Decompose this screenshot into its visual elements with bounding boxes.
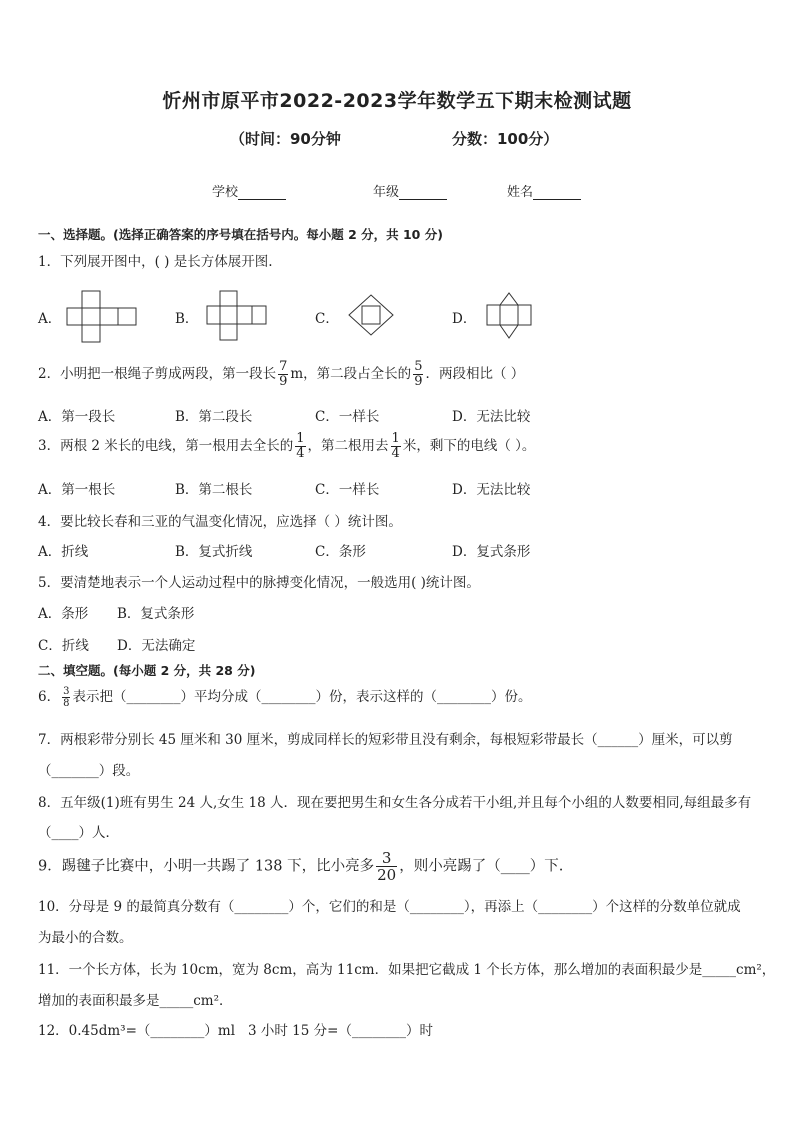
- q9-text-b: ，则小亮踢了（____）下.: [399, 858, 564, 875]
- page-title: 忻州市原平市2022-2023学年数学五下期末检测试题: [162, 90, 632, 112]
- q1-option-d-label: D．: [452, 311, 477, 327]
- question-8-line2: （____）人．: [38, 825, 119, 841]
- q3-text-b: ，第二根用去: [307, 438, 389, 454]
- q2-option-d: D．无法比较: [452, 409, 531, 425]
- section2-title: 二、填空题。(每小题 2 分，共 28 分): [38, 663, 256, 678]
- net-a-diagram: [66, 290, 138, 344]
- q3-frac2-num: 1: [391, 431, 400, 446]
- question-12-part1: 12．0.45dm³=（________）ml: [38, 1023, 236, 1039]
- net-c-diagram: [348, 294, 394, 336]
- q5-option-b: B．复式条形: [117, 606, 195, 622]
- net-d-diagram: [486, 291, 532, 341]
- section1-title: 一、选择题。(选择正确答案的序号填在括号内。每小题 2 分，共 10 分): [38, 227, 443, 242]
- grade-blank[interactable]: [399, 187, 447, 200]
- exam-score: 分数：100分）: [452, 130, 559, 148]
- q4-option-d: D．复式条形: [452, 544, 531, 560]
- q9-fraction: [376, 850, 397, 883]
- q3-option-c: C．一样长: [315, 482, 380, 498]
- q1-option-c-label: C．: [315, 311, 339, 327]
- q3-frac2-den: 4: [391, 446, 400, 461]
- q5-option-c: C．折线: [38, 638, 89, 654]
- question-1-stem: 1．下列展开图中，( ) 是长方体展开图.: [38, 254, 273, 270]
- grade-field: [373, 181, 447, 200]
- question-9: [38, 850, 563, 883]
- q2-option-c: C．一样长: [315, 409, 380, 425]
- question-2-stem: [38, 360, 524, 389]
- grade-label: 年级: [373, 185, 400, 200]
- q2-fraction-1: [278, 360, 288, 389]
- q5-option-d: D．无法确定: [117, 638, 196, 654]
- name-blank[interactable]: [533, 187, 581, 200]
- q6-frac-num: 3: [63, 686, 70, 697]
- question-5-stem: 5．要清楚地表示一个人运动过程中的脉搏变化情况，一般选用( )统计图。: [38, 575, 480, 591]
- q3-fraction-1: [295, 432, 305, 461]
- question-3-stem: [38, 432, 535, 461]
- q4-option-c: C．条形: [315, 544, 366, 560]
- q2-frac1-den: 9: [279, 374, 288, 389]
- question-10-line1: 10．分母是 9 的最简真分数有（________）个，它们的和是（________），再添上（________）个这样的分数单位就成: [38, 899, 741, 915]
- q3-text-c: 米，剩下的电线（ ）。: [402, 438, 536, 454]
- school-blank[interactable]: [238, 187, 286, 200]
- school-field: [212, 181, 286, 200]
- q6-text: 表示把（________）平均分成（________）份，表示这样的（________）份。: [72, 689, 532, 705]
- q3-frac1-num: 1: [296, 431, 305, 446]
- q9-frac-num: 3: [381, 849, 392, 867]
- q2-text-b: m，第二段占全长的: [290, 366, 412, 382]
- q6-fraction: [62, 686, 70, 709]
- q3-option-a: A．第一根长: [38, 482, 116, 498]
- q3-fraction-2: [391, 432, 401, 461]
- q2-frac1-num: 7: [279, 359, 288, 374]
- q2-text-a: 2．小明把一根绳子剪成两段，第一段长: [38, 366, 277, 382]
- q6-number: 6．: [38, 689, 61, 705]
- question-10-line2: 为最小的合数。: [38, 930, 133, 946]
- q1-option-a-label: A．: [38, 311, 62, 327]
- q2-frac2-den: 9: [414, 374, 423, 389]
- net-b-diagram: [206, 290, 268, 342]
- question-4-stem: 4．要比较长春和三亚的气温变化情况，应选择（ ）统计图。: [38, 514, 402, 530]
- q3-option-d: D．无法比较: [452, 482, 531, 498]
- question-6: [38, 685, 531, 709]
- question-12-part2: 3 小时 15 分=（________）时: [248, 1023, 433, 1039]
- q4-option-a: A．折线: [38, 544, 89, 560]
- q2-option-b: B．第二段长: [175, 409, 253, 425]
- q2-fraction-2: [413, 360, 423, 389]
- question-7-line2: （_______）段。: [38, 763, 140, 779]
- q9-frac-den: 20: [377, 866, 397, 884]
- q1-option-b-label: B．: [175, 311, 199, 327]
- question-8-line1: 8．五年级(1)班有男生 24 人,女生 18 人．现在要把男生和女生各分成若干小组,并且每个小组的人数要相同,每组最多有: [38, 795, 752, 811]
- q2-frac2-num: 5: [414, 359, 423, 374]
- name-label: 姓名: [507, 185, 534, 200]
- name-field: [507, 181, 581, 200]
- q3-text-a: 3．两根 2 米长的电线，第一根用去全长的: [38, 438, 294, 454]
- question-7-line1: 7．两根彩带分别长 45 厘米和 30 厘米，剪成同样长的短彩带且没有剩余，每根短彩带最长（______）厘米，可以剪: [38, 732, 733, 748]
- question-11-line2: 增加的表面积最多是_____cm²．: [38, 993, 233, 1009]
- q5-option-a: A．条形: [38, 606, 89, 622]
- q9-text-a: 9．踢毽子比赛中，小明一共踢了 138 下，比小亮多: [38, 858, 375, 875]
- question-11-line1: 11．一个长方体，长为 10cm，宽为 8cm，高为 11cm．如果把它截成 1 个长方体，那么增加的表面积最少是_____cm²，: [38, 962, 776, 978]
- q2-text-c: ．两段相比（ ）: [425, 366, 525, 382]
- q2-option-a: A．第一段长: [38, 409, 116, 425]
- q3-frac1-den: 4: [296, 446, 305, 461]
- q4-option-b: B．复式折线: [175, 544, 253, 560]
- school-label: 学校: [212, 185, 239, 200]
- exam-time: （时间：90分钟: [230, 130, 341, 148]
- q6-frac-den: 8: [63, 698, 70, 709]
- q3-option-b: B．第二根长: [175, 482, 253, 498]
